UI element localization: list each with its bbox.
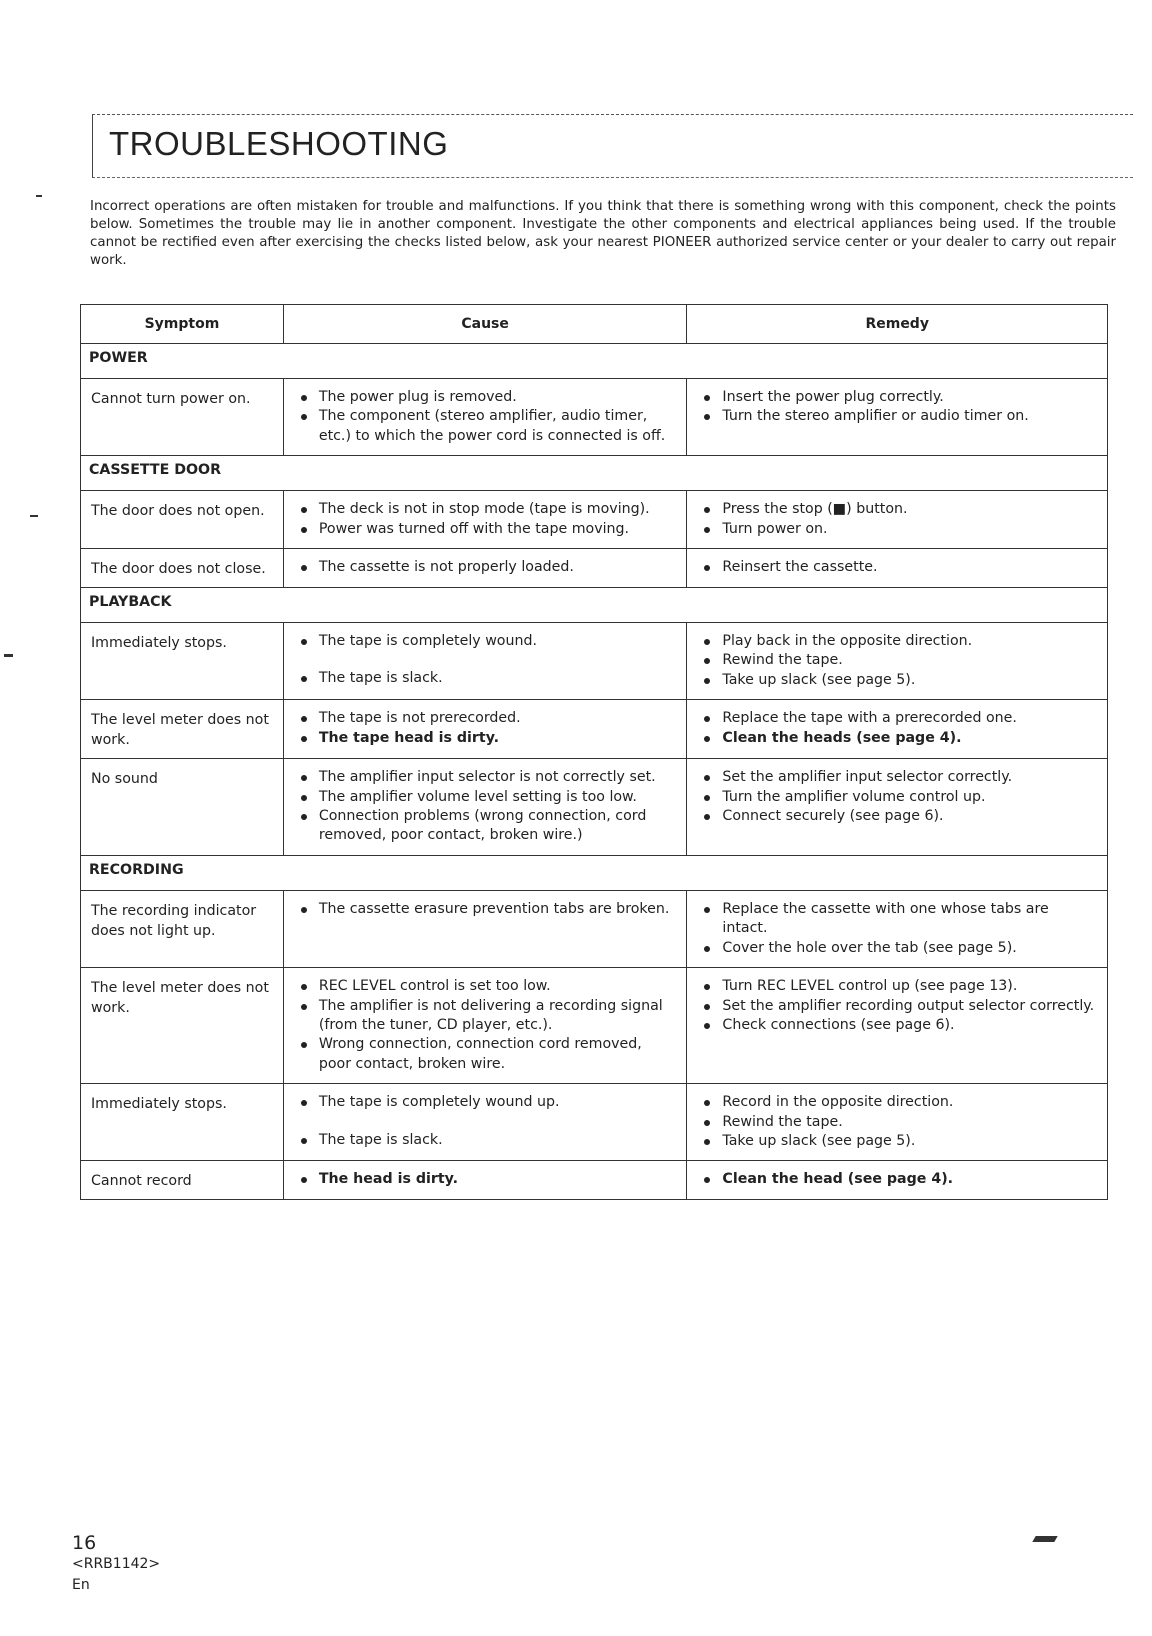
cause-cell xyxy=(283,700,687,759)
remedy-cell xyxy=(687,700,1108,759)
symptom-cell: Immediately stops. xyxy=(81,623,284,700)
symptom-cell: No sound xyxy=(81,759,284,856)
section-row xyxy=(81,588,1108,623)
cause-item: The amplifier volume level setting is too low. xyxy=(295,788,678,807)
table-row xyxy=(81,968,1108,1084)
cause-item: The tape is completely wound. xyxy=(295,632,678,651)
table-row xyxy=(81,759,1108,856)
remedy-item: Play back in the opposite direction. xyxy=(698,632,1098,651)
remedy-item: Turn the amplifier volume control up. xyxy=(698,788,1098,807)
cause-cell xyxy=(283,623,687,700)
page-title: TROUBLESHOOTING xyxy=(109,125,449,162)
cause-cell xyxy=(283,379,687,456)
cause-item: The deck is not in stop mode (tape is moving). xyxy=(295,500,678,519)
remedy-cell xyxy=(687,890,1108,967)
scan-mark xyxy=(4,654,13,657)
table-row xyxy=(81,379,1108,456)
symptom-cell: Cannot record xyxy=(81,1161,284,1200)
remedy-cell xyxy=(687,1084,1108,1161)
remedy-item: Reinsert the cassette. xyxy=(698,558,1098,577)
remedy-item: Check connections (see page 6). xyxy=(698,1016,1098,1035)
cause-item: The component (stereo amplifier, audio timer, etc.) to which the power cord is connected is off. xyxy=(295,407,678,446)
cause-item: The tape is not prerecorded. xyxy=(295,709,678,728)
scan-mark xyxy=(36,195,42,197)
cause-item: The cassette is not properly loaded. xyxy=(295,558,678,577)
table-row xyxy=(81,549,1108,588)
intro-paragraph: Incorrect operations are often mistaken for trouble and malfunctions. If you think that there is something wrong with this component, check the points below. Sometimes the trouble may lie in another component. Investigate the other components and electrical appliances being used. If the trouble cannot be rectified even after exercising the checks listed below, ask your nearest PIONEER authorized service center or your dealer to carry out repair work. xyxy=(90,199,1116,268)
remedy-item: Replace the tape with a prerecorded one. xyxy=(698,709,1098,728)
header-symptom: Symptom xyxy=(81,305,284,344)
section-row xyxy=(81,456,1108,491)
remedy-item: Clean the heads (see page 4). xyxy=(698,729,1098,748)
remedy-cell xyxy=(687,491,1108,549)
remedy-cell xyxy=(687,968,1108,1084)
section-title-recording: RECORDING xyxy=(81,855,1108,890)
remedy-item: Press the stop (■) button. xyxy=(698,500,1098,519)
cause-cell xyxy=(283,759,687,856)
cause-item: The cassette erasure prevention tabs are broken. xyxy=(295,900,678,919)
cause-item: The amplifier input selector is not correctly set. xyxy=(295,768,678,787)
cause-item: The tape is slack. xyxy=(295,669,678,688)
remedy-item: Take up slack (see page 5). xyxy=(698,1132,1098,1151)
page-number: 16 xyxy=(72,1532,97,1554)
section-row xyxy=(81,855,1108,890)
remedy-item: Clean the head (see page 4). xyxy=(698,1170,1098,1189)
remedy-cell xyxy=(687,379,1108,456)
remedy-item: Cover the hole over the tab (see page 5). xyxy=(698,939,1098,958)
section-title-power: POWER xyxy=(81,344,1108,379)
cause-item: The head is dirty. xyxy=(295,1170,678,1189)
section-title-playback: PLAYBACK xyxy=(81,588,1108,623)
remedy-item: Take up slack (see page 5). xyxy=(698,671,1098,690)
table-header-row xyxy=(81,305,1108,344)
remedy-item: Turn the stereo amplifier or audio timer on. xyxy=(698,407,1098,426)
header-remedy: Remedy xyxy=(687,305,1108,344)
cause-item: The tape is completely wound up. xyxy=(295,1093,678,1112)
remedy-cell xyxy=(687,759,1108,856)
scan-mark xyxy=(30,515,38,517)
cause-item: The tape is slack. xyxy=(295,1131,678,1150)
table-row xyxy=(81,1084,1108,1161)
cause-cell xyxy=(283,549,687,588)
remedy-item: Set the amplifier recording output selector correctly. xyxy=(698,997,1098,1016)
symptom-cell: The door does not open. xyxy=(81,491,284,549)
table-row xyxy=(81,1161,1108,1200)
remedy-item: Replace the cassette with one whose tabs are intact. xyxy=(698,900,1098,939)
cause-item: REC LEVEL control is set too low. xyxy=(295,977,678,996)
cause-item: The amplifier is not delivering a recording signal (from the tuner, CD player, etc.). xyxy=(295,997,678,1036)
remedy-cell xyxy=(687,1161,1108,1200)
section-row xyxy=(81,344,1108,379)
header-cause: Cause xyxy=(283,305,687,344)
remedy-item: Rewind the tape. xyxy=(698,1113,1098,1132)
remedy-item: Connect securely (see page 6). xyxy=(698,807,1098,826)
remedy-item: Turn REC LEVEL control up (see page 13). xyxy=(698,977,1098,996)
remedy-item: Turn power on. xyxy=(698,520,1098,539)
section-title-cassette-door: CASSETTE DOOR xyxy=(81,456,1108,491)
cause-cell xyxy=(283,968,687,1084)
remedy-item: Record in the opposite direction. xyxy=(698,1093,1098,1112)
symptom-cell: The door does not close. xyxy=(81,549,284,588)
cause-cell xyxy=(283,1161,687,1200)
symptom-cell: Immediately stops. xyxy=(81,1084,284,1161)
symptom-cell: The level meter does not work. xyxy=(81,700,284,759)
cause-cell xyxy=(283,1084,687,1161)
cause-item: The tape head is dirty. xyxy=(295,729,678,748)
table-row xyxy=(81,890,1108,967)
cause-cell xyxy=(283,491,687,549)
remedy-cell xyxy=(687,623,1108,700)
cause-item: Connection problems (wrong connection, cord removed, poor contact, broken wire.) xyxy=(295,807,678,846)
symptom-cell: Cannot turn power on. xyxy=(81,379,284,456)
cause-cell xyxy=(283,890,687,967)
cause-item: Power was turned off with the tape moving. xyxy=(295,520,678,539)
table-row xyxy=(81,491,1108,549)
remedy-cell xyxy=(687,549,1108,588)
arrow-mark-icon xyxy=(1032,1536,1057,1542)
remedy-item: Insert the power plug correctly. xyxy=(698,388,1098,407)
title-box xyxy=(92,114,1133,178)
troubleshooting-table xyxy=(80,304,1108,1200)
cause-item: Wrong connection, connection cord removed, poor contact, broken wire. xyxy=(295,1035,678,1074)
cause-item: The power plug is removed. xyxy=(295,388,678,407)
remedy-item: Rewind the tape. xyxy=(698,651,1098,670)
table-row xyxy=(81,623,1108,700)
symptom-cell: The recording indicator does not light up. xyxy=(81,890,284,967)
remedy-item: Set the amplifier input selector correctly. xyxy=(698,768,1098,787)
table-row xyxy=(81,700,1108,759)
symptom-cell: The level meter does not work. xyxy=(81,968,284,1084)
document-code: <RRB1142> xyxy=(72,1556,161,1572)
language-label: En xyxy=(72,1577,90,1593)
